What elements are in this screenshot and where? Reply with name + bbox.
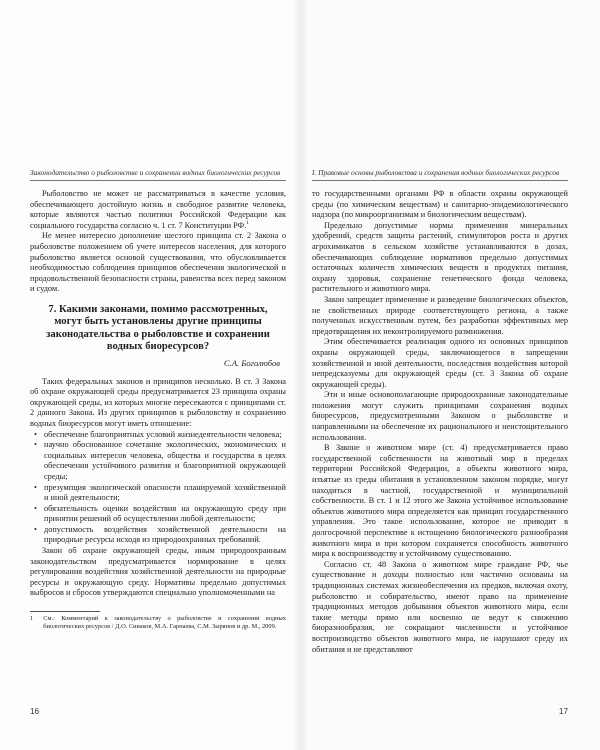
- footnote-text: См.: Комментарий к законодательству о рыболовстве и сохранении водных биологических ресурсов / Д.О. Сиваков, М.А. Гарнаева, С.М. Зырянов и др. М., 2009.: [43, 615, 286, 630]
- right-running-head: I. Правовые основы рыболовства и сохранения водных биологических ресурсов: [312, 168, 568, 181]
- footnote: [30, 615, 286, 631]
- footnote-reference: 1: [246, 220, 250, 227]
- right-paragraph-1: то государственными органами РФ в области охраны окружающей среды (по химическим веществам) и санитарно-эпидемиологического надзора (по микроорганизмам и биологическим веществам).: [312, 189, 568, 220]
- left-paragraph-3: Таких федеральных законов и принципов несколько. В ст. 3 Закона об охране окружающей среды предусматривается 23 принципа охраны окружающей среды, из которых многие пересекаются с принципами ст. 2 данного Закона. Из других принципов к рыболовству и сохранению водных биоресурсов могут иметь отношение:: [30, 376, 286, 428]
- right-page: [300, 0, 600, 750]
- left-paragraph-2: Не менее интересно дополнение шестого принципа ст. 2 Закона о рыболовстве положением об учете интересов населения, для которого рыболовство является основой существования, что обусловливается необходимостью соблюдения принципов обеспечения экологической и продовольственной безопасности страны, равенства всех перед законом и судом.: [30, 231, 286, 294]
- right-paragraph-5: Эти и иные основополагающие природоохранные законодательные положения могут служить принципами сохранения водных биоресурсов, предусмотренными Законом о рыболовстве и направленными на обеспечение их рационального и неистощительного использования.: [312, 390, 568, 442]
- right-paragraph-7: Согласно ст. 48 Закона о животном мире граждане РФ, чье существование и доходы полностью или частично основаны на традиционных системах жизнеобеспечения их предков, включая охоту, рыболовство и собирательство, имеют право на применение традиционных методов добывания объектов животного мира, если такие методы прямо или косвенно не ведут к снижению биоразнообразия, не сокращают численности и устойчивое воспроизводство объектов животного мира, не нарушают среду их обитания и не представляют: [312, 559, 568, 654]
- right-paragraph-4: Этим обеспечивается реализация одного из основных принципов охраны окружающей среды, заключающегося в запрещении хозяйственной и иной деятельности, последствия воздействия которой непредсказуемы для окружающей среды (ст. 3 Закона об охране окружающей среды).: [312, 337, 568, 389]
- footnote-divider: [30, 611, 100, 612]
- book-gutter: [292, 0, 308, 750]
- list-item: • допустимость воздействия хозяйственной деятельности на природные ресурсы исходя из природоохранных требований.: [30, 525, 286, 546]
- left-running-head: Законодательство о рыболовстве и сохранении водных биологических ресурсов: [30, 168, 286, 181]
- list-item: • обеспечение благоприятных условий жизнедеятельности человека;: [30, 430, 286, 441]
- left-page-number: 16: [30, 707, 40, 716]
- right-paragraph-2: Предельно допустимые нормы применения минеральных удобрений, средств защиты растений, стимуляторов роста и других агрохимикатов в сельском хозяйстве устанавливаются в дозах, обеспечивающих соблюдение нормативов предельно допустимых остаточных количеств химических веществ в продуктах питания, охрану здоровья, сохранение генетического фонда человека, растительного и животного мира.: [312, 220, 568, 294]
- list-item: • обязательность оценки воздействия на окружающую среду при принятии решений об осуществлении любой деятельности;: [30, 504, 286, 525]
- list-item: • научно обоснованное сочетание экологических, экономических и социальных интересов человека, общества и государства в целях обеспечения устойчивого развития и благоприятной окружающей среды;: [30, 440, 286, 482]
- left-paragraph-4: Закон об охране окружающей среды, иным природоохранным законодательством предусматривается нормирование в целях регулирования воздействия хозяйственной деятельности на природные ресурсы и окружающую среду. Нормативы предельно допустимых выбросов и сбросов утверждаются специально уполномоченными на: [30, 546, 286, 598]
- left-paragraph-1: Рыболовство не может не рассматриваться в качестве условия, обеспечивающего достойную жизнь и свободное развитие человека, которые являются частью политики Российской Федерации как социального государства согласно ч. 1 ст. 7 Конституции РФ.$^1$: [30, 189, 286, 230]
- right-paragraph-6: В Законе о животном мире (ст. 4) предусматривается право государственной собственности на животный мир в пределах территории Российской Федерации, а объекты животного мира, изъятые из среды обитания в установленном законом порядке, могут находиться в частной, государственной и муниципальной собственности. В ст. 1 и 12 этого же Закона устойчивое использование объектов животного мира определяется как принцип государственного управления. Это такое использование, которое не приводит в долгосрочной перспективе к истощению биологического разнообразия животного мира и при котором сохраняется способность животного мира к воспроизводству и устойчивому существованию.: [312, 443, 568, 559]
- right-paragraph-3: Закон запрещает применение и разведение биологических объектов, не свойственных природе соответствующего региона, а также полученных искусственным путем, без разработки эффективных мер предотвращения их неконтролируемого размножения.: [312, 294, 568, 336]
- section-heading: 7. Какими законами, помимо рассмотренных, могут быть установлены другие принципы законодательства о рыболовстве и сохранении водных биоресурсов?: [46, 303, 270, 353]
- footnote-number: 1: [30, 615, 34, 623]
- list-item: • презумпция экологической опасности планируемой хозяйственной и иной деятельности;: [30, 483, 286, 504]
- section-author: С.А. Боголюбов: [223, 357, 280, 368]
- right-page-number: 17: [558, 707, 568, 716]
- principles-list: [30, 430, 286, 547]
